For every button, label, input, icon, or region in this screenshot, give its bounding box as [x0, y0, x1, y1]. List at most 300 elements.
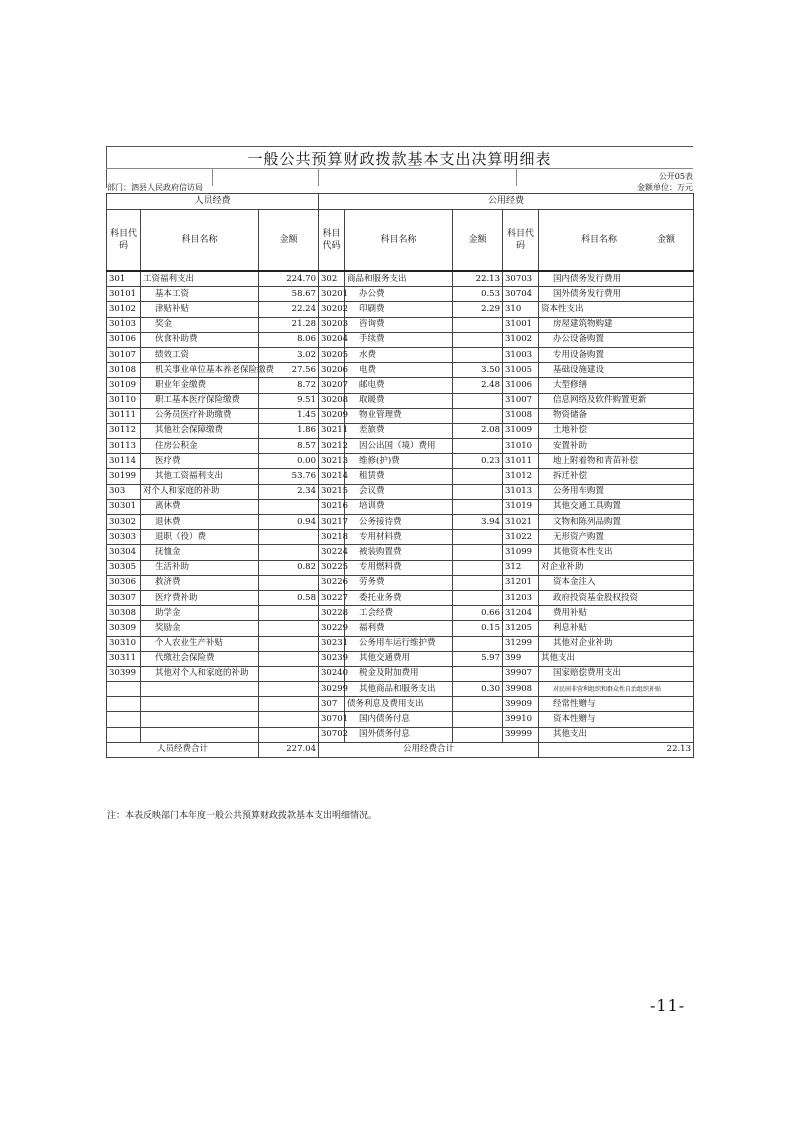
table-cell: 3.50: [453, 363, 503, 378]
table-cell: 土地补偿: [539, 423, 694, 438]
table-cell: 31201: [503, 575, 539, 590]
table-cell: 30309: [107, 621, 141, 636]
table-row: [107, 469, 694, 484]
table-cell: 其他社会保障缴费: [141, 423, 259, 438]
table-row: [107, 363, 694, 378]
table-cell: 债务利息及费用支出: [345, 697, 453, 712]
table-cell: 30110: [107, 393, 141, 408]
table-cell: 无形资产购置: [539, 530, 694, 545]
table-cell: 31299: [503, 636, 539, 651]
table-cell: 30203: [319, 317, 345, 332]
table-cell: 培训费: [345, 499, 453, 514]
table-cell: 31007: [503, 393, 539, 408]
form-number: 公开05表: [658, 172, 693, 181]
table-cell: 商品和服务支出: [345, 271, 453, 287]
table-cell: 30702: [319, 727, 345, 742]
table-cell: 30103: [107, 317, 141, 332]
table-cell: 手续费: [345, 332, 453, 347]
table-cell: 30108: [107, 363, 141, 378]
table-cell: 工会经费: [345, 606, 453, 621]
table-cell: 文物和陈列品购置: [539, 515, 694, 530]
table-cell: 307: [319, 697, 345, 712]
table-cell: 30216: [319, 499, 345, 514]
table-cell: 30217: [319, 515, 345, 530]
table-cell: 312: [503, 560, 539, 575]
table-cell: 奖励金: [141, 621, 259, 636]
table-cell: 31003: [503, 347, 539, 362]
table-cell: 30703: [503, 271, 539, 287]
table-cell: [141, 727, 259, 742]
table-cell: 30306: [107, 575, 141, 590]
table-cell: 职业年金缴费: [141, 378, 259, 393]
header-code: 科目代码: [107, 210, 141, 272]
unit-label: 金额单位：万元: [637, 183, 693, 192]
table-cell: 其他工资福利支出: [141, 469, 259, 484]
table-row: [107, 454, 694, 469]
table-cell: 30208: [319, 393, 345, 408]
table-cell: 退休费: [141, 515, 259, 530]
table-cell: 其他商品和服务支出: [345, 682, 453, 697]
table-cell: 31001: [503, 317, 539, 332]
table-row: [107, 530, 694, 545]
table-cell: 奖金: [141, 317, 259, 332]
table-top-border: [106, 146, 693, 147]
table-cell: 53.76: [259, 469, 319, 484]
table-cell: 31204: [503, 606, 539, 621]
table-cell: 资本性赠与: [539, 712, 694, 727]
table-row: [107, 636, 694, 651]
table-cell: 30218: [319, 530, 345, 545]
table-cell: 信息网络及软件购置更新: [539, 393, 694, 408]
table-cell: 39999: [503, 727, 539, 742]
table-cell: 资本金注入: [539, 575, 694, 590]
personnel-total-label: 人员经费合计: [107, 742, 259, 757]
table-cell: [259, 575, 319, 590]
table-cell: [141, 697, 259, 712]
table-cell: 费用补贴: [539, 606, 694, 621]
table-cell: 39907: [503, 666, 539, 681]
table-cell: [259, 697, 319, 712]
table-cell: [453, 499, 503, 514]
table-cell: 委托业务费: [345, 590, 453, 605]
table-cell: 3.94: [453, 515, 503, 530]
title-separator: [106, 168, 693, 169]
header-name: 科目名称: [141, 210, 259, 272]
table-cell: 31099: [503, 545, 539, 560]
table-cell: 303: [107, 484, 141, 499]
table-cell: 39910: [503, 712, 539, 727]
table-cell: 物资储备: [539, 408, 694, 423]
table-cell: 30113: [107, 439, 141, 454]
table-row: [107, 393, 694, 408]
table-cell: 2.08: [453, 423, 503, 438]
table-cell: 租赁费: [345, 469, 453, 484]
header-code: 科目代码: [503, 210, 539, 272]
table-cell: 水费: [345, 347, 453, 362]
table-cell: [453, 347, 503, 362]
table-cell: 基本工资: [141, 287, 259, 302]
table-cell: 公务用车购置: [539, 484, 694, 499]
table-cell: 30106: [107, 332, 141, 347]
table-cell: 310: [503, 302, 539, 317]
table-cell: 抚恤金: [141, 545, 259, 560]
table-cell: 机关事业单位基本养老保险缴费: [141, 363, 259, 378]
table-cell: 399: [503, 651, 539, 666]
table-cell: 退职（役）费: [141, 530, 259, 545]
table-cell: [107, 697, 141, 712]
table-cell: 拆迁补偿: [539, 469, 694, 484]
table-cell: 8.06: [259, 332, 319, 347]
table-cell: 30199: [107, 469, 141, 484]
table-row: [107, 590, 694, 605]
table-cell: 30212: [319, 439, 345, 454]
section-public: 公用经费: [319, 194, 694, 210]
table-cell: 税金及附加费用: [345, 666, 453, 681]
table-row: [107, 423, 694, 438]
table-cell: [453, 469, 503, 484]
table-cell: 对个人和家庭的补助: [141, 484, 259, 499]
table-cell: 国家赔偿费用支出: [539, 666, 694, 681]
table-cell: 30310: [107, 636, 141, 651]
table-row: [107, 302, 694, 317]
header-code: 科目代码: [319, 210, 345, 272]
table-cell: 医疗费: [141, 454, 259, 469]
table-cell: 39909: [503, 697, 539, 712]
table-cell: 30227: [319, 590, 345, 605]
table-cell: 30213: [319, 454, 345, 469]
table-cell: 0.30: [453, 682, 503, 697]
table-cell: [259, 651, 319, 666]
table-row: [107, 484, 694, 499]
table-cell: 22.13: [453, 271, 503, 287]
table-cell: 其他对企业补助: [539, 636, 694, 651]
table-cell: 因公出国（境）费用: [345, 439, 453, 454]
table-cell: 21.28: [259, 317, 319, 332]
table-cell: [259, 621, 319, 636]
table-cell: 助学金: [141, 606, 259, 621]
table-cell: 31022: [503, 530, 539, 545]
table-cell: [453, 697, 503, 712]
table-cell: 31019: [503, 499, 539, 514]
table-cell: 30109: [107, 378, 141, 393]
table-cell: 维修(护)费: [345, 454, 453, 469]
table-cell: [107, 727, 141, 742]
table-cell: 30311: [107, 651, 141, 666]
table-cell: 30224: [319, 545, 345, 560]
header-divider: [318, 168, 319, 186]
header-amount: 金额: [453, 210, 503, 272]
header-amount: 金额: [656, 235, 675, 245]
table-cell: 31203: [503, 590, 539, 605]
table-row: [107, 287, 694, 302]
table-cell: 30704: [503, 287, 539, 302]
table-cell: 30304: [107, 545, 141, 560]
table-cell: [107, 712, 141, 727]
table-cell: 其他资本性支出: [539, 545, 694, 560]
table-cell: 职工基本医疗保险缴费: [141, 393, 259, 408]
table-row: [107, 651, 694, 666]
table-cell: 31010: [503, 439, 539, 454]
personnel-total-value: 227.04: [259, 742, 319, 757]
table-cell: 30302: [107, 515, 141, 530]
table-cell: 30225: [319, 560, 345, 575]
table-cell: 离休费: [141, 499, 259, 514]
table-cell: 0.66: [453, 606, 503, 621]
table-cell: 工资福利支出: [141, 271, 259, 287]
table-cell: 30204: [319, 332, 345, 347]
table-row: [107, 332, 694, 347]
table-cell: 大型修缮: [539, 378, 694, 393]
table-cell: 31013: [503, 484, 539, 499]
table-cell: 安置补助: [539, 439, 694, 454]
table-cell: 58.67: [259, 287, 319, 302]
table-cell: 31005: [503, 363, 539, 378]
table-cell: 31009: [503, 423, 539, 438]
table-cell: 30399: [107, 666, 141, 681]
table-cell: 其他交通工具购置: [539, 499, 694, 514]
table-cell: 取暖费: [345, 393, 453, 408]
table-cell: 专用设备购置: [539, 347, 694, 362]
table-row: [107, 606, 694, 621]
table-row: [107, 378, 694, 393]
table-cell: 31002: [503, 332, 539, 347]
table-cell: 30307: [107, 590, 141, 605]
table-cell: 2.34: [259, 484, 319, 499]
table-cell: 办公费: [345, 287, 453, 302]
table-cell: 30301: [107, 499, 141, 514]
table-cell: 0.82: [259, 560, 319, 575]
header-divider: [212, 168, 213, 186]
table-cell: 救济费: [141, 575, 259, 590]
table-cell: 30305: [107, 560, 141, 575]
table-cell: [453, 590, 503, 605]
table-cell: 0.23: [453, 454, 503, 469]
table-row: [107, 666, 694, 681]
header-name: 科目名称: [345, 210, 453, 272]
table-cell: [259, 530, 319, 545]
table-cell: 地上附着物和青苗补偿: [539, 454, 694, 469]
table-cell: 专用燃料费: [345, 560, 453, 575]
table-cell: [453, 560, 503, 575]
table-cell: 个人农业生产补贴: [141, 636, 259, 651]
table-cell: 9.51: [259, 393, 319, 408]
table-cell: 1.86: [259, 423, 319, 438]
table-cell: 30202: [319, 302, 345, 317]
table-cell: [453, 317, 503, 332]
header-amount: 金额: [259, 210, 319, 272]
table-cell: 津贴补贴: [141, 302, 259, 317]
table-cell: [453, 712, 503, 727]
table-cell: 房屋建筑物购建: [539, 317, 694, 332]
table-cell: 专用材料费: [345, 530, 453, 545]
table-cell: 0.00: [259, 454, 319, 469]
table-cell: 电费: [345, 363, 453, 378]
header-name-amount: [539, 210, 694, 272]
section-personnel: 人员经费: [107, 194, 319, 210]
table-cell: [141, 712, 259, 727]
table-cell: 邮电费: [345, 378, 453, 393]
table-row: [107, 408, 694, 423]
table-cell: 公务接待费: [345, 515, 453, 530]
table-cell: [453, 484, 503, 499]
table-cell: 国内债务发行费用: [539, 271, 694, 287]
table-row: [107, 575, 694, 590]
table-cell: 被装购置费: [345, 545, 453, 560]
table-row: [107, 515, 694, 530]
page-title: 一般公共预算财政拨款基本支出决算明细表: [247, 150, 552, 168]
table-cell: 30112: [107, 423, 141, 438]
table-cell: 30299: [319, 682, 345, 697]
table-cell: 代缴社会保险费: [141, 651, 259, 666]
table-cell: 31021: [503, 515, 539, 530]
table-cell: 1.45: [259, 408, 319, 423]
table-cell: 30101: [107, 287, 141, 302]
table-cell: 资本性支出: [539, 302, 694, 317]
table-row: [107, 347, 694, 362]
table-cell: 0.15: [453, 621, 503, 636]
table-cell: 31011: [503, 454, 539, 469]
table-cell: [453, 530, 503, 545]
table-cell: 31012: [503, 469, 539, 484]
table-cell: 国外债务发行费用: [539, 287, 694, 302]
table-row: [107, 271, 694, 287]
header-name: 科目名称: [581, 235, 618, 245]
header-divider: [516, 168, 517, 186]
table-cell: 27.56: [259, 363, 319, 378]
table-cell: 其他支出: [539, 651, 694, 666]
table-cell: 30228: [319, 606, 345, 621]
table-row: [107, 499, 694, 514]
table-row: [107, 727, 694, 742]
table-cell: 利息补贴: [539, 621, 694, 636]
table-cell: 2.29: [453, 302, 503, 317]
table-cell: 39908: [503, 682, 539, 697]
table-cell: 物业管理费: [345, 408, 453, 423]
table-cell: 31008: [503, 408, 539, 423]
expenditure-table: [106, 193, 694, 758]
table-cell: 咨询费: [345, 317, 453, 332]
table-cell: 30215: [319, 484, 345, 499]
public-total-value: 22.13: [539, 742, 694, 757]
table-cell: 30229: [319, 621, 345, 636]
table-cell: 31205: [503, 621, 539, 636]
table-cell: 30102: [107, 302, 141, 317]
table-cell: 30107: [107, 347, 141, 362]
table-cell: 8.57: [259, 439, 319, 454]
table-cell: 302: [319, 271, 345, 287]
table-cell: [259, 499, 319, 514]
table-cell: 30211: [319, 423, 345, 438]
table-cell: 伙食补助费: [141, 332, 259, 347]
table-cell: [107, 682, 141, 697]
table-cell: 住房公积金: [141, 439, 259, 454]
table-cell: 印刷费: [345, 302, 453, 317]
table-cell: 国外债务付息: [345, 727, 453, 742]
table-cell: [259, 606, 319, 621]
table-row: [107, 317, 694, 332]
table-cell: [453, 545, 503, 560]
table-cell: 其他对个人和家庭的补助: [141, 666, 259, 681]
table-cell: 基础设施建设: [539, 363, 694, 378]
table-cell: 医疗费补助: [141, 590, 259, 605]
table-cell: [141, 682, 259, 697]
table-cell: 生活补助: [141, 560, 259, 575]
table-cell: 30303: [107, 530, 141, 545]
table-cell: 30205: [319, 347, 345, 362]
table-cell: 其他支出: [539, 727, 694, 742]
table-cell: 对民间非营利组织和群众性自治组织补贴: [539, 682, 694, 697]
table-cell: 福利费: [345, 621, 453, 636]
table-cell: [453, 666, 503, 681]
table-cell: 30701: [319, 712, 345, 727]
table-cell: [259, 712, 319, 727]
table-cell: 30209: [319, 408, 345, 423]
table-cell: [259, 545, 319, 560]
table-cell: [259, 636, 319, 651]
table-cell: 0.53: [453, 287, 503, 302]
table-cell: [453, 332, 503, 347]
table-cell: 30214: [319, 469, 345, 484]
table-cell: 办公设备购置: [539, 332, 694, 347]
table-row: [107, 621, 694, 636]
table-cell: 30207: [319, 378, 345, 393]
department-label: 部门：泗县人民政府信访局: [107, 183, 203, 192]
table-cell: 224.70: [259, 271, 319, 287]
table-row: [107, 712, 694, 727]
table-cell: 30201: [319, 287, 345, 302]
table-cell: [453, 636, 503, 651]
table-cell: 31006: [503, 378, 539, 393]
table-cell: [259, 727, 319, 742]
table-cell: 30206: [319, 363, 345, 378]
table-row: [107, 682, 694, 697]
table-cell: 0.94: [259, 515, 319, 530]
public-total-label: 公用经费合计: [319, 742, 539, 757]
table-cell: 政府投资基金股权投资: [539, 590, 694, 605]
table-cell: 30226: [319, 575, 345, 590]
table-cell: 8.72: [259, 378, 319, 393]
table-cell: 国内债务付息: [345, 712, 453, 727]
table-cell: [453, 393, 503, 408]
table-cell: [259, 666, 319, 681]
table-cell: 30111: [107, 408, 141, 423]
table-row: [107, 560, 694, 575]
page-number: -11-: [650, 996, 686, 1015]
table-cell: 5.97: [453, 651, 503, 666]
table-cell: 0.58: [259, 590, 319, 605]
table-cell: 30114: [107, 454, 141, 469]
table-cell: 30308: [107, 606, 141, 621]
table-cell: 会议费: [345, 484, 453, 499]
table-cell: 301: [107, 271, 141, 287]
table-row: [107, 697, 694, 712]
table-cell: 22.24: [259, 302, 319, 317]
table-cell: 劳务费: [345, 575, 453, 590]
table-cell: 对企业补助: [539, 560, 694, 575]
table-cell: [453, 408, 503, 423]
table-cell: [453, 727, 503, 742]
table-cell: 经常性赠与: [539, 697, 694, 712]
table-row: [107, 439, 694, 454]
table-cell: [259, 682, 319, 697]
table-cell: 差旅费: [345, 423, 453, 438]
table-cell: 其他交通费用: [345, 651, 453, 666]
table-cell: 3.02: [259, 347, 319, 362]
table-cell: 绩效工资: [141, 347, 259, 362]
table-row: [107, 545, 694, 560]
table-note: 注：本表反映部门本年度一般公共预算财政拨款基本支出明细情况。: [107, 811, 378, 821]
table-cell: 公务用车运行维护费: [345, 636, 453, 651]
